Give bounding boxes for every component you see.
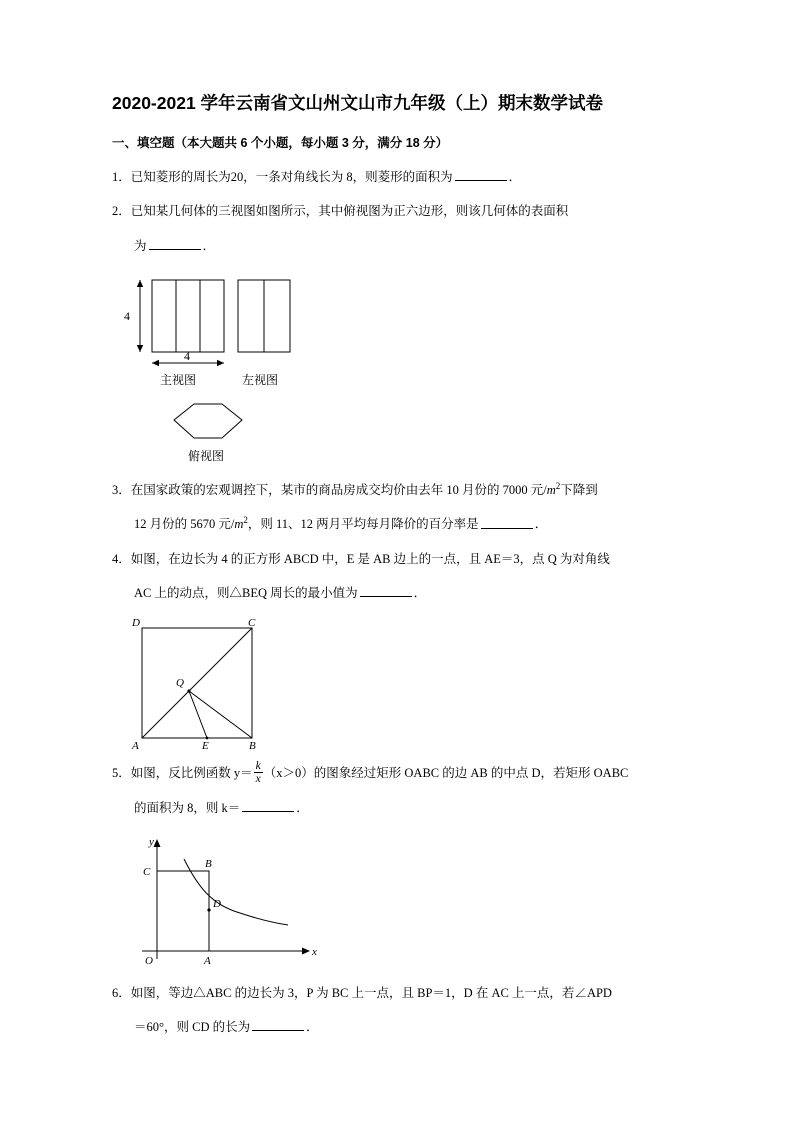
svg-text:E: E: [202, 739, 209, 751]
question-5-line1b: （x＞0）的图象经过矩形 OABC 的边 AB 的中点 D，若矩形 OABC: [263, 765, 629, 780]
svg-text:D: D: [213, 897, 221, 910]
three-views-svg: [112, 268, 432, 468]
svg-text:B: B: [205, 857, 212, 870]
svg-text:C: C: [143, 865, 151, 878]
question-3-unit-m: m: [546, 483, 556, 498]
question-3-sup2: 2: [243, 515, 248, 526]
question-4-line2: [112, 581, 682, 605]
svg-text:D: D: [132, 616, 140, 629]
answer-blank-3[interactable]: [481, 516, 533, 529]
svg-text:B: B: [249, 739, 256, 751]
question-5-line2-text: 的面积为 8，则 k＝: [134, 801, 241, 816]
question-6-line2-text: ＝60°，则 CD 的长为: [134, 1020, 251, 1035]
question-3-period: ．: [534, 517, 548, 532]
question-4-number: 4．: [112, 551, 131, 566]
page-content: [112, 92, 682, 1050]
question-2: [112, 199, 682, 223]
question-1-text: 已知菱形的周长为20，一条对角线长为 8，则菱形的面积为: [130, 169, 453, 184]
fraction-denominator: x: [255, 773, 261, 786]
question-2-number: 2．: [112, 204, 131, 219]
question-2-text: 已知某几何体的三视图如图所示，其中俯视图为正六边形，则该几何体的表面积: [130, 204, 569, 219]
question-3-line2a: 12 月份的 5670 元/: [134, 517, 235, 532]
section-heading: 一、填空题（本大题共 6 个小题，每小题 3 分，满分 18 分）: [112, 135, 449, 150]
svg-text:C: C: [248, 616, 256, 629]
question-3-sup: 2: [555, 480, 561, 491]
figure-three-views: [112, 268, 682, 468]
question-5-period: ．: [296, 801, 309, 816]
question-1-period: ．: [508, 169, 522, 184]
answer-blank-6[interactable]: [252, 1018, 304, 1031]
question-6-number: 6．: [112, 985, 131, 1000]
fraction-numerator: k: [255, 760, 261, 773]
question-5-line1a: 如图，反比例函数 y＝: [130, 765, 253, 780]
question-4-line1: 如图，在边长为 4 的正方形 ABCD 中，E 是 AB 边上的一点，且 AE＝3，点 Q 为对角线: [130, 551, 610, 566]
question-5-line2: [112, 796, 682, 820]
figure-hyperbola: [112, 831, 682, 971]
answer-blank-5[interactable]: [242, 800, 294, 813]
answer-blank-1[interactable]: [455, 168, 507, 181]
question-5-number: 5．: [112, 765, 131, 780]
question-3-line2b: ，则 11、12 两月平均每月降价的百分率是: [247, 517, 479, 532]
question-6: [112, 981, 682, 1005]
question-6-period: ．: [306, 1020, 319, 1035]
question-3-line2: [112, 512, 682, 537]
question-3-number: 3．: [112, 483, 131, 498]
svg-text:A: A: [204, 954, 211, 967]
svg-text:左视图: 左视图: [242, 372, 279, 387]
question-3: [112, 478, 682, 503]
answer-blank-4[interactable]: [360, 584, 412, 597]
question-4-period: ．: [413, 586, 427, 601]
svg-text:A: A: [132, 739, 139, 751]
figure-square-abcd: [112, 616, 682, 751]
question-4-line2-text: AC 上的动点，则△BEQ 周长的最小值为: [134, 586, 358, 601]
svg-text:x: x: [312, 945, 317, 958]
question-6-line1: 如图，等边△ABC 的边长为 3，P 为 BC 上一点，且 BP＝1，D 在 AC 上一点，若∠APD: [130, 985, 612, 1000]
question-4: [112, 547, 682, 571]
question-1-number: 1．: [112, 169, 131, 184]
fraction-k-over-x: [254, 760, 263, 785]
svg-text:Q: Q: [176, 676, 184, 689]
svg-text:主视图: 主视图: [160, 372, 197, 387]
question-2-text-cont: 为: [134, 238, 147, 253]
question-2-period: ．: [202, 238, 216, 253]
question-3-line1-end: 下降到: [560, 483, 598, 498]
hyperbola-svg: [112, 831, 412, 971]
question-2-line2: [112, 234, 682, 258]
svg-text:4: 4: [124, 308, 130, 323]
svg-text:O: O: [145, 954, 153, 967]
question-5: [112, 761, 682, 787]
answer-blank-2[interactable]: [149, 237, 201, 250]
question-3-unit-m2: m: [234, 517, 244, 532]
svg-text:y: y: [149, 835, 154, 848]
page-title: 2020-2021 学年云南省文山州文山市九年级（上）期末数学试卷: [112, 93, 604, 113]
question-3-line1: 在国家政策的宏观调控下，某市的商品房成交均价由去年 10 月份的 7000 元/: [130, 483, 547, 498]
question-6-line2: [112, 1015, 682, 1039]
question-1: [112, 165, 682, 189]
svg-text:4: 4: [184, 348, 190, 363]
svg-text:俯视图: 俯视图: [188, 448, 225, 463]
square-abcd-svg: [112, 616, 412, 751]
